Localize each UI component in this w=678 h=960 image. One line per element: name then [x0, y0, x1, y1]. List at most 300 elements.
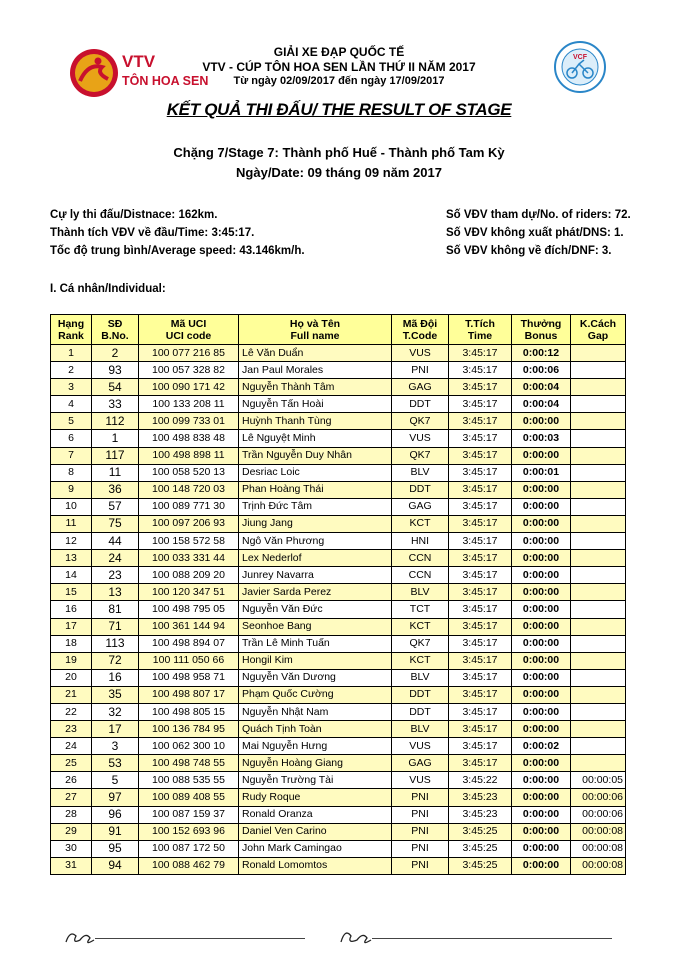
stage-title: Chặng 7/Stage 7: Thành phố Huế - Thành phố Tam Kỳ	[173, 145, 505, 160]
table-row	[51, 721, 626, 738]
cell-team: VUS	[392, 738, 449, 755]
cell-gap	[571, 413, 626, 430]
cell-uci: 100 088 209 20	[139, 567, 239, 584]
cell-rank: 10	[51, 498, 92, 515]
cell-bonus: 0:00:03	[512, 430, 571, 447]
table-row	[51, 789, 626, 806]
cell-rank: 1	[51, 345, 92, 362]
cell-team: PNI	[392, 806, 449, 823]
cell-team: QK7	[392, 635, 449, 652]
cell-bonus: 0:00:00	[512, 584, 571, 601]
cell-rank: 6	[51, 430, 92, 447]
cell-team: VUS	[392, 430, 449, 447]
cell-gap	[571, 447, 626, 464]
stage-date: Ngày/Date: 09 tháng 09 năm 2017	[236, 165, 442, 180]
tournament-title: GIẢI XE ĐẠP QUỐC TẾ	[273, 45, 405, 59]
cell-uci: 100 097 206 93	[139, 515, 239, 532]
cell-bno: 72	[92, 652, 139, 669]
cell-uci: 100 062 300 10	[139, 738, 239, 755]
cell-bno: 93	[92, 362, 139, 379]
cell-uci: 100 088 535 55	[139, 772, 239, 789]
cell-rank: 22	[51, 703, 92, 720]
cell-rank: 26	[51, 772, 92, 789]
cell-gap	[571, 430, 626, 447]
cell-bno: 97	[92, 789, 139, 806]
cell-bonus: 0:00:00	[512, 481, 571, 498]
cell-rank: 17	[51, 618, 92, 635]
cell-bonus: 0:00:00	[512, 840, 571, 857]
table-row	[51, 396, 626, 413]
cell-uci: 100 133 208 11	[139, 396, 239, 413]
cell-bonus: 0:00:06	[512, 362, 571, 379]
cell-gap	[571, 464, 626, 481]
cell-uci: 100 158 572 58	[139, 533, 239, 550]
cell-time: 3:45:25	[449, 840, 512, 857]
cell-bno: 1	[92, 430, 139, 447]
cell-bno: 35	[92, 686, 139, 703]
cell-time: 3:45:17	[449, 550, 512, 567]
header-gap: K.Cách Gap	[571, 315, 626, 345]
cell-name: Daniel Ven Carino	[239, 823, 392, 840]
header-rank: Hạng Rank	[51, 315, 92, 345]
cell-rank: 13	[51, 550, 92, 567]
cell-name: Mai Nguyễn Hưng	[239, 738, 392, 755]
cell-rank: 5	[51, 413, 92, 430]
signature-line-left	[95, 938, 305, 939]
cell-time: 3:45:17	[449, 703, 512, 720]
cell-rank: 2	[51, 362, 92, 379]
cell-bonus: 0:00:12	[512, 345, 571, 362]
table-row	[51, 550, 626, 567]
cell-name: Junrey Navarra	[239, 567, 392, 584]
cell-team: VUS	[392, 772, 449, 789]
cell-name: Jan Paul Morales	[239, 362, 392, 379]
cell-bonus: 0:00:00	[512, 823, 571, 840]
cell-uci: 100 498 958 71	[139, 669, 239, 686]
cell-team: VUS	[392, 345, 449, 362]
cell-name: Phạm Quốc Cường	[239, 686, 392, 703]
cell-name: Nguyễn Hoàng Giang	[239, 755, 392, 772]
cell-bonus: 0:00:00	[512, 669, 571, 686]
cell-name: Nguyễn Nhật Nam	[239, 703, 392, 720]
cell-uci: 100 136 784 95	[139, 721, 239, 738]
cell-rank: 7	[51, 447, 92, 464]
cell-bonus: 0:00:01	[512, 464, 571, 481]
table-row	[51, 755, 626, 772]
cell-uci: 100 058 520 13	[139, 464, 239, 481]
cell-bonus: 0:00:04	[512, 379, 571, 396]
cell-time: 3:45:23	[449, 806, 512, 823]
cell-time: 3:45:17	[449, 567, 512, 584]
cell-bonus: 0:00:00	[512, 755, 571, 772]
cell-gap: 00:00:08	[571, 840, 626, 857]
cell-bonus: 0:00:00	[512, 721, 571, 738]
cell-name: Phan Hoàng Thái	[239, 481, 392, 498]
page-title: KẾT QUẢ THI ĐẤU/ THE RESULT OF STAGE	[166, 100, 512, 119]
cell-bno: 5	[92, 772, 139, 789]
cell-bonus: 0:00:00	[512, 515, 571, 532]
cell-bno: 36	[92, 481, 139, 498]
cell-time: 3:45:17	[449, 430, 512, 447]
cell-bno: 91	[92, 823, 139, 840]
cell-name: Nguyễn Văn Đức	[239, 601, 392, 618]
table-row	[51, 601, 626, 618]
table-row	[51, 430, 626, 447]
cell-bno: 71	[92, 618, 139, 635]
cell-time: 3:45:17	[449, 396, 512, 413]
cell-team: PNI	[392, 823, 449, 840]
section-title: I. Cá nhân/Individual:	[50, 283, 166, 295]
cell-gap: 00:00:08	[571, 823, 626, 840]
table-row	[51, 533, 626, 550]
cell-bonus: 0:00:00	[512, 413, 571, 430]
cell-time: 3:45:17	[449, 413, 512, 430]
cell-gap	[571, 618, 626, 635]
riders-info: Số VĐV tham dự/No. of riders: 72.	[446, 209, 631, 221]
cell-name: Lê Văn Duẩn	[239, 345, 392, 362]
cell-team: KCT	[392, 618, 449, 635]
cell-rank: 12	[51, 533, 92, 550]
cell-bonus: 0:00:00	[512, 533, 571, 550]
cell-bno: 3	[92, 738, 139, 755]
signature-right	[335, 922, 455, 952]
cell-bno: 11	[92, 464, 139, 481]
cell-team: PNI	[392, 857, 449, 874]
avg-speed-info: Tốc độ trung bình/Average speed: 43.146km/h.	[50, 245, 305, 257]
cell-bonus: 0:00:00	[512, 789, 571, 806]
header-bonus: Thưởng Bonus	[512, 315, 571, 345]
cell-name: Jiung Jang	[239, 515, 392, 532]
cell-name: Trịnh Đức Tâm	[239, 498, 392, 515]
table-row	[51, 635, 626, 652]
cell-team: CCN	[392, 567, 449, 584]
cell-name: Javier Sarda Perez	[239, 584, 392, 601]
cell-uci: 100 087 172 50	[139, 840, 239, 857]
table-header-row	[51, 315, 626, 345]
table-row	[51, 481, 626, 498]
cell-rank: 19	[51, 652, 92, 669]
cell-rank: 11	[51, 515, 92, 532]
cell-rank: 28	[51, 806, 92, 823]
cell-name: John Mark Camingao	[239, 840, 392, 857]
cell-uci: 100 099 733 01	[139, 413, 239, 430]
distance-info: Cự ly thi đấu/Distnace: 162km.	[50, 209, 218, 221]
cell-bonus: 0:00:00	[512, 601, 571, 618]
cell-bonus: 0:00:00	[512, 567, 571, 584]
cell-team: QK7	[392, 447, 449, 464]
table-row	[51, 652, 626, 669]
cell-bno: 94	[92, 857, 139, 874]
cell-rank: 27	[51, 789, 92, 806]
cell-rank: 3	[51, 379, 92, 396]
cell-uci: 100 148 720 03	[139, 481, 239, 498]
cell-name: Lê Nguyệt Minh	[239, 430, 392, 447]
cell-time: 3:45:17	[449, 601, 512, 618]
cell-uci: 100 361 144 94	[139, 618, 239, 635]
cell-team: PNI	[392, 789, 449, 806]
cell-rank: 4	[51, 396, 92, 413]
table-row	[51, 806, 626, 823]
cell-uci: 100 498 748 55	[139, 755, 239, 772]
table-row	[51, 362, 626, 379]
cell-team: PNI	[392, 840, 449, 857]
cell-bno: 17	[92, 721, 139, 738]
cell-bonus: 0:00:00	[512, 703, 571, 720]
tournament-dates: Từ ngày 02/09/2017 đến ngày 17/09/2017	[233, 75, 445, 87]
table-row	[51, 772, 626, 789]
cell-gap	[571, 533, 626, 550]
cell-rank: 30	[51, 840, 92, 857]
cell-name: Nguyễn Văn Dương	[239, 669, 392, 686]
cell-bonus: 0:00:00	[512, 652, 571, 669]
cell-rank: 14	[51, 567, 92, 584]
cell-bno: 113	[92, 635, 139, 652]
table-row	[51, 464, 626, 481]
cell-gap	[571, 481, 626, 498]
cell-bonus: 0:00:02	[512, 738, 571, 755]
cell-name: Ngô Văn Phương	[239, 533, 392, 550]
table-row	[51, 584, 626, 601]
cell-time: 3:45:17	[449, 669, 512, 686]
cell-gap	[571, 635, 626, 652]
cell-rank: 8	[51, 464, 92, 481]
cell-team: BLV	[392, 584, 449, 601]
cell-gap	[571, 515, 626, 532]
cell-uci: 100 152 693 96	[139, 823, 239, 840]
cell-name: Lex Nederlof	[239, 550, 392, 567]
logo-tonhoasen-text: TÔN HOA SEN	[122, 74, 209, 88]
cell-bno: 112	[92, 413, 139, 430]
header-uci: Mã UCI UCI code	[139, 315, 239, 345]
cell-bno: 57	[92, 498, 139, 515]
table-row	[51, 857, 626, 874]
cell-team: KCT	[392, 515, 449, 532]
cell-time: 3:45:17	[449, 755, 512, 772]
cell-time: 3:45:17	[449, 721, 512, 738]
cell-name: Ronald Oranza	[239, 806, 392, 823]
dns-info: Số VĐV không xuất phát/DNS: 1.	[446, 227, 624, 239]
cell-bno: 81	[92, 601, 139, 618]
cell-uci: 100 089 408 55	[139, 789, 239, 806]
cell-team: BLV	[392, 464, 449, 481]
cell-team: DDT	[392, 686, 449, 703]
cell-team: BLV	[392, 669, 449, 686]
cell-bno: 75	[92, 515, 139, 532]
cell-bno: 32	[92, 703, 139, 720]
cell-name: Trần Lê Minh Tuấn	[239, 635, 392, 652]
cell-bonus: 0:00:00	[512, 772, 571, 789]
cell-bno: 95	[92, 840, 139, 857]
cell-team: QK7	[392, 413, 449, 430]
table-row	[51, 686, 626, 703]
cell-time: 3:45:23	[449, 789, 512, 806]
cell-gap	[571, 755, 626, 772]
cell-bno: 2	[92, 345, 139, 362]
cell-team: GAG	[392, 755, 449, 772]
cell-bonus: 0:00:00	[512, 806, 571, 823]
cell-gap: 00:00:05	[571, 772, 626, 789]
cell-gap	[571, 721, 626, 738]
cell-time: 3:45:17	[449, 345, 512, 362]
cell-time: 3:45:17	[449, 738, 512, 755]
header-team: Mã Đội T.Code	[392, 315, 449, 345]
table-row	[51, 515, 626, 532]
cell-time: 3:45:17	[449, 652, 512, 669]
cell-name: Ronald Lomomtos	[239, 857, 392, 874]
cell-uci: 100 498 807 17	[139, 686, 239, 703]
cell-gap	[571, 550, 626, 567]
cell-uci: 100 120 347 51	[139, 584, 239, 601]
cell-name: Nguyễn Thành Tâm	[239, 379, 392, 396]
cell-bonus: 0:00:04	[512, 396, 571, 413]
logo-vcf-text: VCF	[573, 54, 587, 61]
cell-uci: 100 498 795 05	[139, 601, 239, 618]
cell-time: 3:45:17	[449, 515, 512, 532]
header-time: T.Tích Time	[449, 315, 512, 345]
cell-time: 3:45:17	[449, 686, 512, 703]
cell-team: TCT	[392, 601, 449, 618]
cell-uci: 100 087 159 37	[139, 806, 239, 823]
cell-time: 3:45:17	[449, 533, 512, 550]
table-row	[51, 618, 626, 635]
cell-team: DDT	[392, 481, 449, 498]
table-row	[51, 498, 626, 515]
cell-team: DDT	[392, 703, 449, 720]
cell-uci: 100 077 216 85	[139, 345, 239, 362]
cell-time: 3:45:17	[449, 447, 512, 464]
signature-left	[60, 922, 180, 952]
cell-team: GAG	[392, 379, 449, 396]
dnf-info: Số VĐV không về đích/DNF: 3.	[446, 245, 612, 257]
cell-gap	[571, 601, 626, 618]
cell-rank: 16	[51, 601, 92, 618]
cell-team: PNI	[392, 362, 449, 379]
cell-time: 3:45:17	[449, 618, 512, 635]
cell-rank: 29	[51, 823, 92, 840]
cell-bno: 44	[92, 533, 139, 550]
cell-name: Huỳnh Thanh Tùng	[239, 413, 392, 430]
cell-team: GAG	[392, 498, 449, 515]
table-row	[51, 447, 626, 464]
table-row	[51, 840, 626, 857]
cell-uci: 100 498 894 07	[139, 635, 239, 652]
signature-line-right	[372, 938, 612, 939]
header-bib: SĐ B.No.	[92, 315, 139, 345]
cell-gap: 00:00:06	[571, 789, 626, 806]
cell-bno: 24	[92, 550, 139, 567]
cell-gap	[571, 669, 626, 686]
cell-name: Nguyễn Trường Tài	[239, 772, 392, 789]
tournament-subtitle: VTV - CÚP TÔN HOA SEN LẦN THỨ II NĂM 2017	[202, 60, 476, 74]
cell-gap	[571, 396, 626, 413]
cell-uci: 100 090 171 42	[139, 379, 239, 396]
cell-rank: 31	[51, 857, 92, 874]
cell-bonus: 0:00:00	[512, 686, 571, 703]
header-name: Họ và Tên Full name	[239, 315, 392, 345]
cell-bonus: 0:00:00	[512, 447, 571, 464]
cell-uci: 100 089 771 30	[139, 498, 239, 515]
table-row	[51, 738, 626, 755]
cell-gap	[571, 345, 626, 362]
cell-rank: 24	[51, 738, 92, 755]
cell-gap	[571, 686, 626, 703]
cell-gap	[571, 567, 626, 584]
table-row	[51, 413, 626, 430]
cell-team: DDT	[392, 396, 449, 413]
cell-gap	[571, 584, 626, 601]
cell-rank: 9	[51, 481, 92, 498]
table-row	[51, 703, 626, 720]
cell-team: BLV	[392, 721, 449, 738]
cell-name: Hongil Kim	[239, 652, 392, 669]
cell-uci: 100 498 838 48	[139, 430, 239, 447]
cell-rank: 20	[51, 669, 92, 686]
results-table	[50, 314, 626, 875]
cell-name: Rudy Roque	[239, 789, 392, 806]
logo-vtv-text: VTV	[122, 52, 156, 71]
cell-uci: 100 498 898 11	[139, 447, 239, 464]
cell-uci: 100 088 462 79	[139, 857, 239, 874]
cell-uci: 100 498 805 15	[139, 703, 239, 720]
cell-bno: 23	[92, 567, 139, 584]
cell-rank: 15	[51, 584, 92, 601]
cell-rank: 18	[51, 635, 92, 652]
cell-rank: 23	[51, 721, 92, 738]
cell-time: 3:45:17	[449, 584, 512, 601]
cell-bonus: 0:00:00	[512, 635, 571, 652]
table-row	[51, 567, 626, 584]
cell-gap	[571, 652, 626, 669]
cell-gap: 00:00:06	[571, 806, 626, 823]
cell-bonus: 0:00:00	[512, 857, 571, 874]
cell-time: 3:45:17	[449, 464, 512, 481]
winner-time-info: Thành tích VĐV về đầu/Time: 3:45:17.	[50, 227, 255, 239]
cell-gap	[571, 498, 626, 515]
cell-name: Desriac Loic	[239, 464, 392, 481]
cell-time: 3:45:17	[449, 362, 512, 379]
cell-gap: 00:00:08	[571, 857, 626, 874]
cell-gap	[571, 738, 626, 755]
cell-rank: 21	[51, 686, 92, 703]
cell-bno: 96	[92, 806, 139, 823]
cell-uci: 100 033 331 44	[139, 550, 239, 567]
cell-uci: 100 111 050 66	[139, 652, 239, 669]
cell-name: Nguyễn Tấn Hoài	[239, 396, 392, 413]
cell-gap	[571, 703, 626, 720]
cell-time: 3:45:17	[449, 635, 512, 652]
cell-name: Trần Nguyễn Duy Nhân	[239, 447, 392, 464]
cell-team: CCN	[392, 550, 449, 567]
cell-rank: 25	[51, 755, 92, 772]
cell-team: KCT	[392, 652, 449, 669]
cell-bno: 13	[92, 584, 139, 601]
cell-gap	[571, 362, 626, 379]
cell-uci: 100 057 328 82	[139, 362, 239, 379]
cell-time: 3:45:17	[449, 379, 512, 396]
cell-time: 3:45:22	[449, 772, 512, 789]
cell-time: 3:45:25	[449, 857, 512, 874]
cell-name: Seonhoe Bang	[239, 618, 392, 635]
table-row	[51, 823, 626, 840]
cell-bonus: 0:00:00	[512, 618, 571, 635]
cell-time: 3:45:25	[449, 823, 512, 840]
cell-bno: 33	[92, 396, 139, 413]
cell-gap	[571, 379, 626, 396]
cell-name: Quách Tịnh Toàn	[239, 721, 392, 738]
cell-bno: 117	[92, 447, 139, 464]
cell-team: HNI	[392, 533, 449, 550]
cell-bno: 54	[92, 379, 139, 396]
